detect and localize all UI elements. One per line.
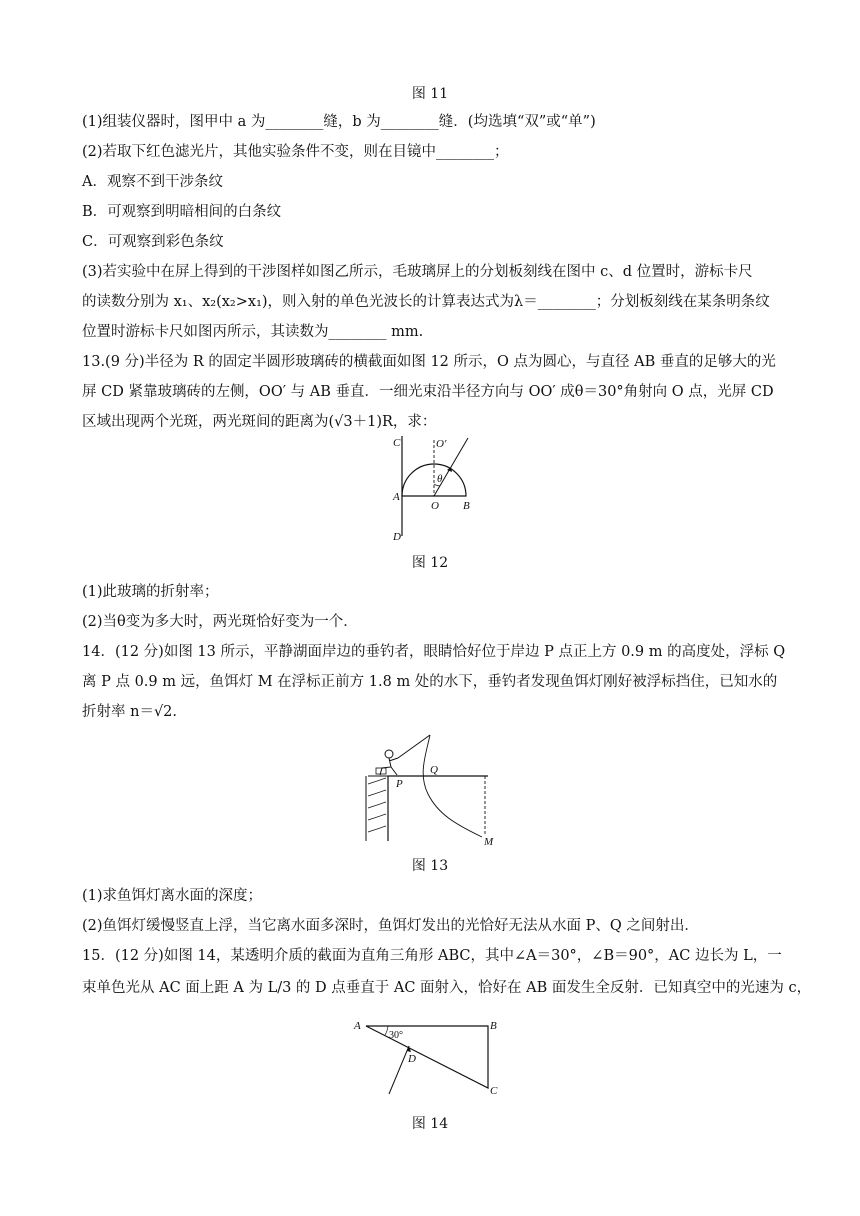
question-15-line: 15．(12 分)如图 14，某透明介质的截面为直角三角形 ABC，其中∠A＝30°，∠B＝90°，AC 边长为 L，一 xyxy=(82,948,782,964)
question-14-line: 离 P 点 0.9 m 远，鱼饵灯 M 在浮标正前方 1.8 m 处的水下，垂钓者发现鱼饵灯刚好被浮标挡住，已知水的 xyxy=(82,674,778,690)
label-c: C xyxy=(393,437,401,449)
label-q: Q xyxy=(430,764,438,776)
figure-12-diagram xyxy=(385,436,485,546)
option-a: A．观察不到干涉条纹 xyxy=(82,174,223,190)
figure-14-caption: 图 14 xyxy=(411,1116,449,1132)
text-line: (1)此玻璃的折射率； xyxy=(82,584,219,600)
option-c: C．可观察到彩色条纹 xyxy=(82,234,224,250)
text-line: (1)组装仪器时，图甲中 a 为________缝，b 为________缝．(均选填“双”或“单”) xyxy=(82,114,596,130)
text-line: (2)若取下红色滤光片，其他实验条件不变，则在目镜中________； xyxy=(82,144,509,160)
text-line: (2)鱼饵灯缓慢竖直上浮，当它离水面多深时，鱼饵灯发出的光恰好无法从水面 P、Q 之间射出． xyxy=(82,918,699,934)
figure-14-diagram xyxy=(352,1014,502,1096)
question-14-line: 折射率 n＝√2. xyxy=(82,704,178,720)
label-a: A xyxy=(393,491,400,503)
label-theta: θ xyxy=(437,473,443,485)
label-d: D xyxy=(408,1053,416,1065)
figure-13-caption: 图 13 xyxy=(411,858,449,874)
text-line: (3)若实验中在屏上得到的干涉图样如图乙所示，毛玻璃屏上的分划板刻线在图中 c、d 位置时，游标卡尺 xyxy=(82,264,753,280)
label-b: B xyxy=(463,500,470,512)
figure-11-caption: 图 11 xyxy=(411,86,449,102)
label-angle: 30° xyxy=(389,1030,403,1041)
question-14-line: 14．(12 分)如图 13 所示，平静湖面岸边的垂钓者，眼睛恰好位于岸边 P 点正上方 0.9 m 的高度处，浮标 Q xyxy=(82,644,786,660)
text-line: (2)当θ变为多大时，两光斑恰好变为一个． xyxy=(82,614,358,630)
question-15-line: 束单色光从 AC 面上距 A 为 L/3 的 D 点垂直于 AC 面射入，恰好在 AB 面发生全反射．已知真空中的光速为 c， xyxy=(82,980,812,996)
label-o-prime: O′ xyxy=(436,438,447,450)
question-13-line: 区域出现两个光斑，两光斑间的距离为(√3＋1)R，求： xyxy=(82,414,437,430)
text-line: 位置时游标卡尺如图丙所示，其读数为________ mm. xyxy=(82,324,424,340)
text-line: (1)求鱼饵灯离水面的深度； xyxy=(82,888,263,904)
label-b: B xyxy=(490,1020,497,1032)
label-c: C xyxy=(490,1085,498,1096)
label-m: M xyxy=(484,836,494,848)
label-d: D xyxy=(393,531,401,543)
figure-13-diagram xyxy=(360,734,500,849)
option-b: B．可观察到明暗相间的白条纹 xyxy=(82,204,282,220)
question-13-line: 13.(9 分)半径为 R 的固定半圆形玻璃砖的横截面如图 12 所示，O 点为圆心，与直径 AB 垂直的足够大的光 xyxy=(82,354,776,370)
label-a: A xyxy=(354,1020,361,1032)
label-p: P xyxy=(396,778,403,790)
question-13-line: 屏 CD 紧靠玻璃砖的左侧，OO′ 与 AB 垂直．一细光束沿半径方向与 OO′ 成θ＝30°角射向 O 点，光屏 CD xyxy=(82,384,774,400)
figure-12-caption: 图 12 xyxy=(411,555,449,571)
label-o: O xyxy=(431,500,439,512)
text-line: 的读数分别为 x₁、x₂(x₂>x₁)，则入射的单色光波长的计算表达式为λ＝________；分划板刻线在某条明条纹 xyxy=(82,294,770,310)
